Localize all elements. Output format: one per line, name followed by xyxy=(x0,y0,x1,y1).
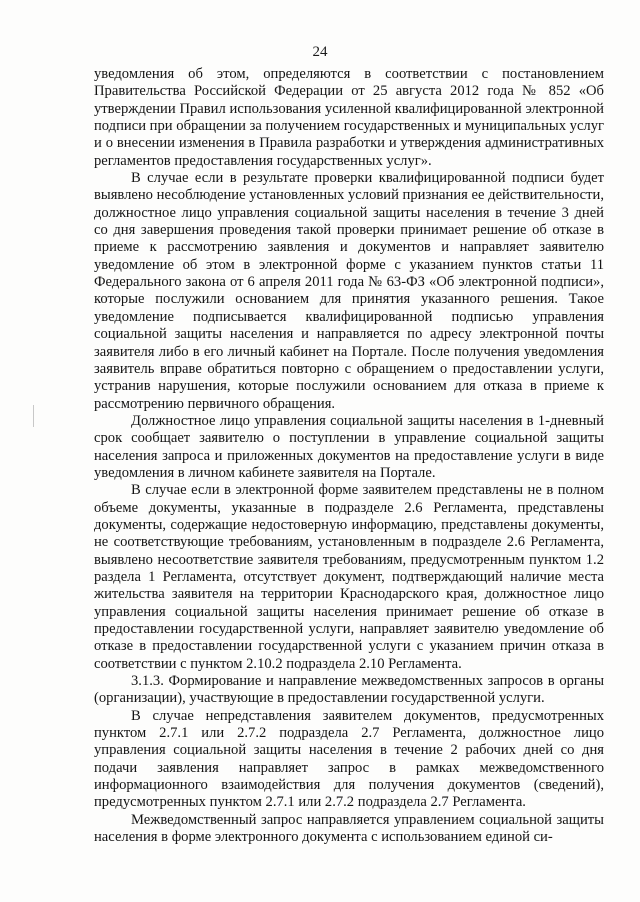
margin-mark xyxy=(33,405,34,427)
paragraph-signature-check: В случае если в результате проверки квалифицированной подписи будет выявлено несоблюдение установленных условий признания ее действительности, должностное лицо управления социальной защиты населения в течение 3 дней со дня завершения проведения такой проверки принимает решение об отказе в приеме к рассмотрению заявления и документов и направляет заявителю уведомление об этом в электронной форме с указанием пунктов статьи 11 Федерального закона от 6 апреля 2011 года № 63-ФЗ «Об электронной подписи», которые послужили основанием для принятия указанного решения. Такое уведомление подписывается квалифицированной подписью управления социальной защиты населения и направляется по адресу электронной почты заявителя либо в его личный кабинет на Портале. После получения уведомления заявитель вправе обратиться повторно с обращением о предоставлении услуги, устранив нарушения, которые послужили основанием для отказа в приеме к рассмотрению первичного обращения. xyxy=(94,170,604,412)
page-number: 24 xyxy=(312,44,328,60)
paragraph-electronic-request: Межведомственный запрос направляется управлением социальной защиты населения в форме электронного документа с использованием единой си- xyxy=(94,811,604,846)
paragraph-interagency-request: В случае непредставления заявителем документов, предусмотренных пунктом 2.7.1 или 2.7.2 подраздела 2.7 Регламента, должностное лицо управления социальной защиты населения в течение 2 рабочих дней со дня подачи заявления направляет запрос в рамках межведомственного информационного взаимодействия для получения документов (сведений), предусмотренных пунктом 2.7.1 или 2.7.2 подраздела 2.7 Регламента. xyxy=(94,707,604,811)
paragraph-refusal: В случае если в электронной форме заявителем представлены не в полном объеме документы, указанные в подразделе 2.6 Регламента, представлены документы, содержащие недостоверную информацию, представлены документы, не соответствующие требованиям, установленным в подразделе 2.6 Регламента, выявлено несоответствие заявителя требованиям, предусмотренным пунктом 1.2 раздела 1 Регламента, отсутствует документ, подтверждающий наличие места жительства заявителя на территории Краснодарского края, должностное лицо управления социальной защиты населения принимает решение об отказе в предоставлении государственной услуги, направляет заявителю уведомление об отказе в предоставлении государственной услуги с указанием причин отказа в соответствии с пунктом 2.10.2 подраздела 2.10 Регламента. xyxy=(94,482,604,672)
paragraph-continuation: уведомления об этом, определяются в соответствии с постановлением Правительства Российской Федерации от 25 августа 2012 года № 852 «Об утверждении Правил использования усиленной квалифицированной электронной подписи при обращении за получением государственных и муниципальных услуг и о внесении изменения в Правила разработки и утверждения административных регламентов предоставления государственных услуг». xyxy=(94,66,604,169)
paragraph-notification: Должностное лицо управления социальной защиты населения в 1-дневный срок сообщает заявителю о поступлении в управление социальной защиты населения запроса и приложенных документов на предоставление услуги в виде уведомления в личном кабинете заявителя на Портале. xyxy=(94,412,604,481)
paragraph-section-3-1-3: 3.1.3. Формирование и направление межведомственных запросов в органы (организации), участвующие в предоставлении государственной услуги. xyxy=(94,673,604,707)
document-body xyxy=(94,66,604,846)
